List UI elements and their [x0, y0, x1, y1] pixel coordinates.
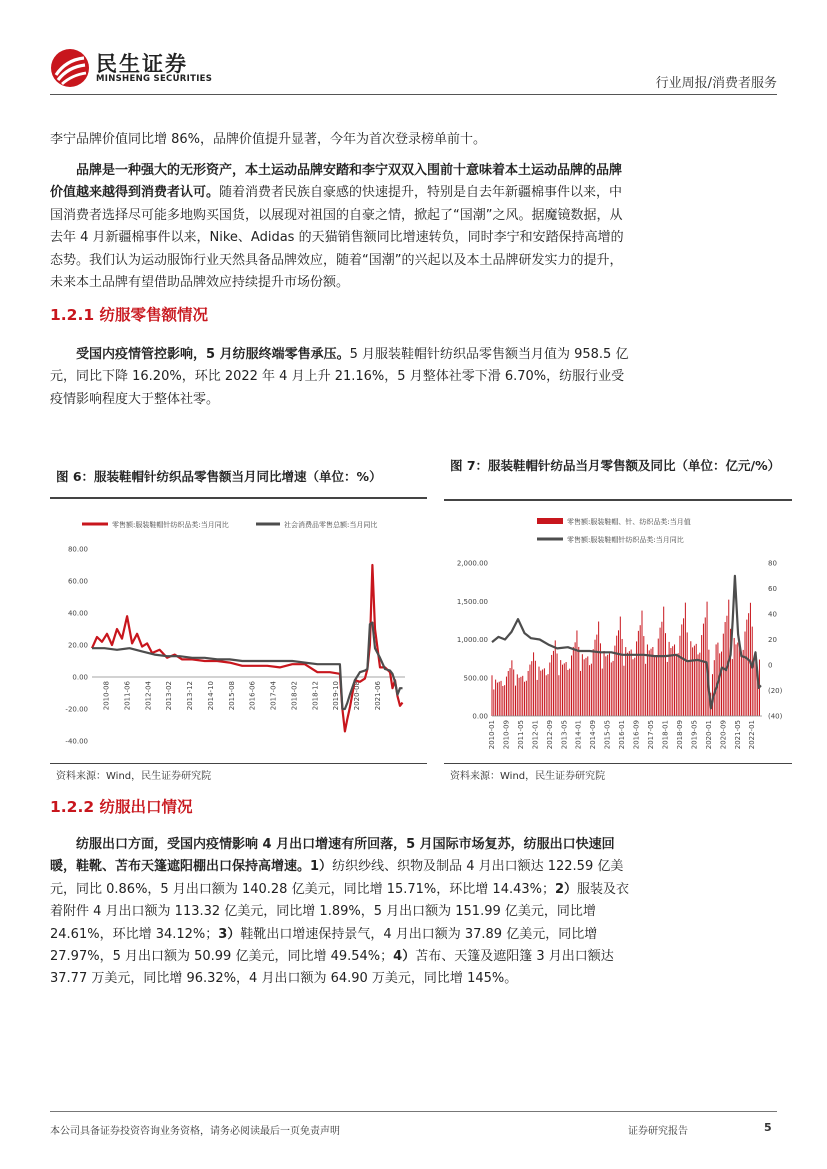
fig7-bar [497, 683, 498, 716]
fig7-bar [598, 622, 599, 716]
fig7-y-right-tick: 80 [768, 559, 777, 568]
fig7-bar [723, 634, 724, 716]
fig7-bar [752, 627, 753, 716]
fig7-bar [676, 655, 677, 716]
fig7-bar [651, 649, 652, 716]
fig7-bar [719, 653, 720, 716]
fig7-bar [602, 669, 603, 716]
fig7-bar [582, 654, 583, 716]
fig7-legend-line-label: 零售额:服装鞋帽针纺织品类:当月同比 [567, 536, 684, 544]
fig7-y-right-tick: 60 [768, 585, 777, 593]
fig6-x-tick: 2013-12 [186, 681, 195, 711]
fig7-bar [557, 654, 558, 717]
fig7-bar [699, 653, 700, 716]
fig7-bar [600, 643, 601, 716]
fig6-y-tick: -20.00 [65, 705, 88, 714]
fig6-y-tick: -40.00 [65, 737, 88, 746]
fig7-bar [618, 630, 619, 716]
fig7-bar [698, 654, 699, 716]
fig7-bar [703, 624, 704, 716]
fig7-x-tick: 2020-09 [719, 720, 728, 750]
fig7-y-left-tick: 1,500.00 [456, 597, 488, 606]
fig7-bar [589, 665, 590, 716]
fig7-x-tick: 2016-09 [632, 720, 641, 750]
fig7-bar [607, 655, 608, 716]
fig7-bar [754, 658, 755, 716]
fig7-bar [613, 661, 614, 716]
header-divider [50, 94, 777, 95]
fig7-bar [506, 677, 507, 716]
fig7-bar [687, 632, 688, 716]
fig7-y-left-tick: 2,000.00 [456, 559, 488, 568]
fig7-bar [632, 659, 633, 716]
fig6-bottom-rule [50, 763, 427, 764]
fig7-bar [701, 635, 702, 716]
retail-paragraph-bold: 受国内疫情管控影响，5 月纺服终端零售承压。 [76, 347, 350, 362]
fig7-bar [584, 659, 585, 716]
fig7-bar [625, 647, 626, 716]
fig7-bar [493, 689, 494, 716]
fig7-bar [520, 677, 521, 716]
fig7-x-tick: 2010-01 [488, 720, 496, 750]
section-title-export: 1.2.2 纺服出口情况 [50, 798, 193, 816]
fig7-x-tick: 2014-09 [589, 720, 598, 750]
fig7-bar [495, 680, 496, 716]
fig7-bar [656, 655, 657, 716]
export-item2: 服装及衣着附件 4 月出口额为 113.32 亿美元，同比增 1.89%，5 月出口额为 151.99 亿美元，同比增 24.61%，环比增 34.12%； [50, 881, 630, 942]
fig7-line-yoy [492, 576, 761, 709]
export-item4-num: 4） [393, 949, 416, 965]
fig7-bar [549, 663, 550, 716]
fig6-x-tick: 2010-08 [102, 681, 111, 711]
fig7-bar [573, 647, 574, 716]
fig7-bar [750, 603, 751, 716]
fig6-x-tick: 2016-06 [248, 681, 257, 711]
fig7-bar [566, 662, 567, 716]
fig6-x-tick: 2020-08 [353, 681, 362, 711]
fig7-bar [643, 636, 644, 716]
export-paragraph-bold: 纺服出口方面，受国内疫情影响 4 月出口增速有所回落，5 月国际市场复苏，纺服出口快速回暖，鞋靴、苫布天篷遮阳棚出口保持高增速。 [50, 837, 615, 875]
brand-name-en: MINSHENG SECURITIES [96, 74, 213, 84]
fig7-bar [649, 650, 650, 716]
fig7-bar [665, 633, 666, 716]
fig7-bar [660, 628, 661, 716]
fig6-x-tick: 2017-04 [269, 681, 278, 711]
fig7-bar [745, 632, 746, 716]
fig7-bar [627, 653, 628, 716]
fig7-bar [638, 631, 639, 716]
fig6-y-tick: 40.00 [67, 609, 88, 618]
fig7-bar [529, 665, 530, 716]
fig7-x-tick: 2010-09 [502, 720, 511, 750]
fig7-bar [636, 641, 637, 716]
fig7-x-tick: 2020-01 [704, 720, 713, 750]
intro-line: 李宁品牌价值同比增 86%，品牌价值提升显著，今年为首次登录榜单前十。 [50, 132, 487, 147]
fig7-bar [678, 653, 679, 716]
export-item3-num: 3） [218, 926, 241, 942]
brand-paragraph-text: 随着消费者民族自豪感的快速提升，特别是自去年新疆棉事件以来，中国消费者选择尽可能多地购买国货，以展现对祖国的自豪之情，掀起了“国潮”之风。据魔镜数据，从去年 4 月新疆棉事件以来，Nike、Adidas 的天猫销售额同比增速转负，同时李宁和安踏保持高增的态势。我们认为运动服饰行业天然具备品牌效应，随着“国潮”的兴起以及本土品牌研发实力的提升，未来本土品牌有望借助品牌效应持续提升市场份额。 [50, 185, 624, 291]
fig7-bar [593, 649, 594, 716]
export-item1: 纺织纱线、织物及制品 4 月出口额达 122.59 亿美元，同比 0.86%，5 月出口额为 140.28 亿美元，同比增 15.71%，环比增 14.43%； [50, 859, 624, 897]
fig7-x-tick: 2011-05 [516, 720, 525, 750]
fig6-x-tick: 2012-04 [144, 681, 153, 711]
fig7-bar [569, 669, 570, 716]
fig7-bar [605, 656, 606, 716]
fig7-bar [732, 659, 733, 716]
fig7-x-tick: 2013-05 [560, 720, 569, 750]
fig7-bar [658, 639, 659, 716]
fig7-bars [492, 600, 760, 716]
footer-divider [50, 1111, 777, 1112]
fig7-bar [620, 617, 621, 716]
fig7-bar [669, 642, 670, 716]
fig7-bar [510, 668, 511, 716]
fig7-x-tick: 2012-01 [531, 720, 540, 750]
fig7-bar [571, 655, 572, 716]
fig7-y-left-tick: 500.00 [463, 674, 488, 683]
fig7-bar [642, 611, 643, 716]
fig7-bar [672, 646, 673, 716]
fig6-legend-gray-label: 社会消费品零售总额:当月同比 [284, 521, 378, 529]
fig7-y-left-tick: 1,000.00 [456, 636, 488, 644]
fig7-bar [629, 651, 630, 716]
fig7-x-tick: 2019-05 [690, 720, 699, 750]
fig7-y-right-tick: 0 [768, 661, 773, 670]
fig7-y-right-tick: (20) [768, 687, 783, 695]
fig7-bar [737, 643, 738, 716]
fig7-y-left-tick: 0.00 [472, 712, 488, 721]
fig7-bar [716, 644, 717, 716]
fig7-bar [546, 675, 547, 716]
fig7-bar [640, 625, 641, 716]
fig7-bar [609, 653, 610, 716]
fig7-bar [567, 670, 568, 716]
fig6-x-tick: 2019-10 [332, 681, 341, 711]
fig7-bar [692, 647, 693, 716]
fig7-bar [528, 671, 529, 716]
fig7-x-tick: 2012-09 [545, 720, 554, 750]
fig7-bar [622, 639, 623, 716]
fig7-bar [688, 661, 689, 716]
fig7-y-right-tick: 40 [768, 610, 777, 619]
fig6-x-tick: 2018-12 [311, 681, 320, 711]
fig7-x-tick: 2018-09 [675, 720, 684, 750]
fig7-bar [661, 622, 662, 716]
fig7-bar [735, 644, 736, 716]
fig7-bar [502, 686, 503, 716]
fig7-bar [670, 648, 671, 716]
fig7-bar [705, 617, 706, 716]
fig7-bar [537, 680, 538, 716]
retail-paragraph-text: 5 月服装鞋帽针纺织品零售额当月值为 958.5 亿元，同比下降 16.20%，环比 2022 年 4 月上升 21.16%，5 月整体社零下滑 6.70%，纺服行业受疫情影响程度大于整体社零。 [50, 347, 629, 407]
footer-doc-type: 证券研究报告 [628, 1126, 688, 1137]
export-item1-num: 1） [310, 859, 333, 875]
fig6-x-tick: 2021-06 [373, 681, 382, 711]
fig7-bar [734, 638, 735, 716]
fig7-bar [531, 661, 532, 716]
fig7-bar [562, 665, 563, 716]
footer-disclaimer: 本公司具备证券投资咨询业务资格，请务必阅读最后一页免责声明 [50, 1126, 340, 1137]
fig7-bar [564, 663, 565, 716]
fig7-bar [696, 644, 697, 716]
fig7-bar [683, 618, 684, 716]
fig6-x-tick: 2015-08 [227, 681, 236, 711]
fig7-bar [743, 650, 744, 716]
fig7-bar [555, 640, 556, 716]
fig7-bar [511, 660, 512, 716]
fig7-x-tick: 2016-01 [618, 720, 627, 750]
fig7-bar [526, 681, 527, 716]
fig7-bottom-rule [444, 763, 792, 764]
fig7-chart [444, 505, 792, 760]
fig7-bar [616, 636, 617, 716]
fig7-bar [553, 651, 554, 716]
fig7-bar [690, 641, 691, 716]
brand-paragraph [50, 160, 630, 294]
fig7-bar [492, 675, 493, 716]
fig7-bar [611, 662, 612, 716]
fig7-bar [694, 646, 695, 716]
fig7-bar [575, 642, 576, 716]
fig7-bar [679, 636, 680, 716]
fig7-legend-bar-swatch [537, 518, 563, 524]
fig7-bar [499, 682, 500, 716]
export-item2-num: 2） [555, 881, 578, 897]
fig7-bar [560, 660, 561, 716]
fig6-x-tick: 2013-02 [165, 681, 174, 711]
fig7-bar [540, 671, 541, 716]
fig7-bar [558, 675, 559, 716]
fig7-y-right-tick: 20 [768, 636, 777, 644]
fig7-bar [631, 650, 632, 716]
fig7-bar [542, 669, 543, 716]
fig7-bar [578, 647, 579, 716]
fig7-bar [533, 652, 534, 716]
fig7-x-tick: 2014-01 [574, 720, 583, 750]
fig7-bar [576, 630, 577, 716]
fig7-legend-bar-label: 零售额:服装鞋帽、针、纺织品类:当月值 [567, 518, 691, 526]
fig6-legend-red-label: 零售额:服装鞋帽针纺织品类:当月同比 [112, 521, 229, 529]
fig7-bar [741, 652, 742, 716]
fig7-x-tick: 2017-05 [647, 720, 656, 750]
fig7-bar [585, 658, 586, 716]
page-number: 5 [764, 1121, 772, 1134]
fig7-bar [501, 681, 502, 716]
fig6-x-tick: 2018-02 [290, 681, 299, 711]
fig7-bar [663, 607, 664, 716]
fig6-source: 资料来源：Wind，民生证券研究院 [56, 771, 212, 782]
fig7-bar [544, 668, 545, 716]
fig7-bar [515, 686, 516, 716]
fig7-source: 资料来源：Wind，民生证券研究院 [450, 771, 606, 782]
fig7-bar [654, 657, 655, 716]
fig7-x-tick: 2021-05 [733, 720, 742, 750]
fig7-bar [652, 647, 653, 716]
fig7-bar [591, 664, 592, 716]
fig6-y-tick: 20.00 [67, 641, 88, 650]
report-category: 行业周报/消费者服务 [655, 76, 777, 91]
fig6-chart [50, 505, 427, 760]
fig7-bar [614, 646, 615, 716]
fig7-bar [551, 655, 552, 716]
fig7-x-tick: 2022-01 [748, 720, 757, 750]
fig7-bar [604, 651, 605, 716]
fig7-bar [707, 602, 708, 716]
export-item4: 苫布、天篷及遮阳篷 3 月出口额达 37.77 万美元，同比增 96.32%，4 月出口额为 64.90 万美元，同比增 145%。 [50, 949, 614, 987]
fig7-bar [587, 656, 588, 716]
fig7-top-rule [444, 499, 792, 501]
retail-paragraph [50, 344, 630, 411]
fig7-bar [681, 624, 682, 716]
fig7-bar [634, 658, 635, 716]
fig7-x-tick: 2018-01 [661, 720, 670, 750]
fig7-bar [508, 671, 509, 716]
fig7-bar [580, 671, 581, 716]
fig7-bar [517, 674, 518, 716]
fig7-bar [746, 620, 747, 716]
fig7-bar [548, 674, 549, 716]
fig7-bar [519, 678, 520, 716]
fig7-bar [513, 669, 514, 716]
fig7-bar [748, 613, 749, 716]
fig7-bar [504, 685, 505, 716]
fig7-title: 图 7：服装鞋帽针纺品当月零售额及同比（单位：亿元/%） [450, 458, 781, 473]
fig7-bar [524, 682, 525, 716]
fig7-bar [538, 667, 539, 716]
fig7-x-tick: 2015-05 [603, 720, 612, 750]
fig7-bar [623, 666, 624, 716]
fig7-bar [535, 661, 536, 716]
fig7-y-right-tick: (40) [768, 712, 783, 721]
brand-name: 民生证券 [96, 52, 188, 76]
export-paragraph [50, 834, 630, 991]
fig6-y-tick: 60.00 [67, 577, 88, 586]
fig6-y-tick: 80.00 [67, 545, 88, 554]
fig7-bar [522, 676, 523, 716]
fig7-bar [721, 652, 722, 716]
brand-paragraph-bold: 品牌是一种强大的无形资产，本土运动品牌安踏和李宁双双入围前十意味着本土运动品牌的品牌价值越来越得到消费者认可。 [50, 163, 623, 201]
fig7-bar [667, 662, 668, 716]
fig6-title: 图 6：服装鞋帽针纺织品零售额当月同比增速（单位：%） [56, 469, 382, 484]
fig7-bar [645, 664, 646, 716]
section-title-retail: 1.2.1 纺服零售额情况 [50, 306, 209, 324]
fig7-bar [596, 635, 597, 716]
export-item3: 鞋靴出口增速保持景气，4 月出口额为 37.89 亿美元，同比增 27.97%，5 月出口额为 50.99 亿美元，同比增 49.54%； [50, 926, 598, 965]
fig6-x-tick: 2011-06 [123, 681, 132, 711]
fig6-y-tick: 0.00 [72, 673, 88, 682]
fig7-bar [714, 660, 715, 716]
fig6-x-tick: 2014-10 [206, 681, 215, 711]
fig6-top-rule [50, 497, 427, 499]
minsheng-logo-icon [50, 48, 90, 88]
